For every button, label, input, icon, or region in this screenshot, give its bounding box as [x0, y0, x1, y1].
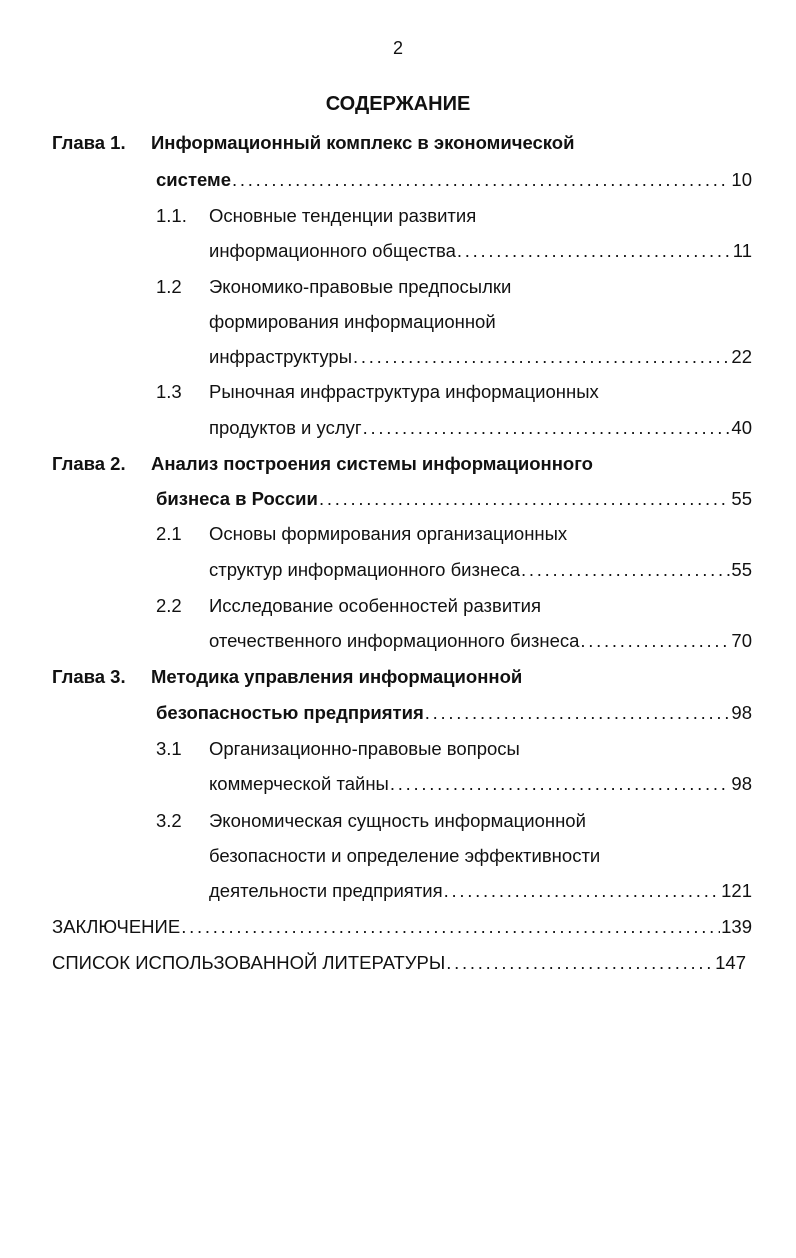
section-3-2-page: 121	[721, 880, 752, 901]
section-1-1-page: 11	[732, 240, 752, 261]
section-1-2-number: 1.2	[156, 276, 182, 297]
dot-leader	[353, 342, 730, 372]
bibliography-label: СПИСОК ИСПОЛЬЗОВАННОЙ ЛИТЕРАТУРЫ	[52, 952, 446, 973]
bibliography-page: 147	[715, 952, 746, 973]
dot-leader	[363, 413, 731, 443]
section-1-1-number: 1.1.	[156, 205, 187, 226]
section-1-1-title: Основные тенденции развития	[209, 205, 477, 226]
section-1-3-number: 1.3	[156, 381, 182, 402]
chapter-3-page: 98	[731, 702, 752, 723]
chapter-1-label: Глава 1.	[52, 132, 126, 153]
toc-title: СОДЕРЖАНИЕ	[325, 93, 471, 115]
section-1-2-entry[interactable]	[209, 342, 752, 372]
section-2-2-title-cont: отечественного информационного бизнеса	[209, 630, 580, 651]
page-number: 2	[392, 38, 403, 58]
conclusion-entry[interactable]	[52, 912, 752, 942]
conclusion-label: ЗАКЛЮЧЕНИЕ	[52, 916, 181, 937]
chapter-3-entry[interactable]	[156, 698, 752, 728]
section-1-2-page: 22	[731, 346, 752, 367]
section-1-3-title-cont: продуктов и услуг	[209, 417, 362, 438]
dot-leader	[444, 876, 720, 906]
section-3-1-entry[interactable]	[209, 769, 752, 799]
section-3-2-title-end: деятельности предприятия	[209, 880, 443, 901]
chapter-1-title: Информационный комплекс в экономической	[151, 132, 575, 153]
chapter-2-title-cont: бизнеса в России	[156, 488, 318, 509]
chapter-1-entry[interactable]	[156, 165, 752, 195]
section-2-2-number: 2.2	[156, 595, 182, 616]
dot-leader	[181, 912, 720, 942]
chapter-3-title: Методика управления информационной	[151, 666, 523, 687]
chapter-1-title-cont: системе	[156, 169, 232, 190]
conclusion-page: 139	[721, 916, 752, 937]
section-1-1-title-cont: информационного общества	[209, 240, 456, 261]
chapter-3-label: Глава 3.	[52, 666, 126, 687]
section-3-1-number: 3.1	[156, 738, 182, 759]
chapter-2-label: Глава 2.	[52, 453, 126, 474]
section-1-3-entry[interactable]	[209, 413, 752, 443]
section-1-3-title: Рыночная инфраструктура информационных	[209, 381, 599, 402]
dot-leader	[446, 948, 714, 978]
section-1-2-title: Экономико-правовые предпосылки	[209, 276, 512, 297]
section-1-1-entry[interactable]	[209, 236, 752, 266]
section-3-2-title: Экономическая сущность информационной	[209, 810, 586, 831]
dot-leader	[521, 555, 730, 585]
section-3-1-title: Организационно-правовые вопросы	[209, 738, 520, 759]
dot-leader	[390, 769, 731, 799]
section-2-1-title-cont: структур информационного бизнеса	[209, 559, 521, 580]
section-3-1-page: 98	[731, 773, 752, 794]
section-2-2-page: 70	[731, 630, 752, 651]
section-1-3-page: 40	[731, 417, 752, 438]
section-3-2-entry[interactable]	[209, 876, 752, 906]
section-2-1-page: 55	[731, 559, 752, 580]
dot-leader	[232, 165, 730, 195]
chapter-2-title: Анализ построения системы информационного	[151, 453, 593, 474]
section-2-2-title: Исследование особенностей развития	[209, 595, 541, 616]
chapter-3-title-cont: безопасностью предприятия	[156, 702, 424, 723]
section-1-2-title-end: инфраструктуры	[209, 346, 353, 367]
bibliography-entry[interactable]	[52, 948, 746, 978]
chapter-2-page: 55	[731, 488, 752, 509]
dot-leader	[457, 236, 732, 266]
dot-leader	[319, 484, 730, 514]
chapter-1-page: 10	[731, 169, 752, 190]
section-2-1-entry[interactable]	[209, 555, 752, 585]
section-2-1-number: 2.1	[156, 523, 182, 544]
section-2-2-entry[interactable]	[209, 626, 752, 656]
chapter-2-entry[interactable]	[156, 484, 752, 514]
section-2-1-title: Основы формирования организационных	[209, 523, 568, 544]
section-3-2-number: 3.2	[156, 810, 182, 831]
section-3-2-title-cont: безопасности и определение эффективности	[209, 845, 601, 866]
section-3-1-title-cont: коммерческой тайны	[209, 773, 389, 794]
dot-leader	[580, 626, 730, 656]
section-1-2-title-cont: формирования информационной	[209, 311, 496, 332]
dot-leader	[425, 698, 731, 728]
